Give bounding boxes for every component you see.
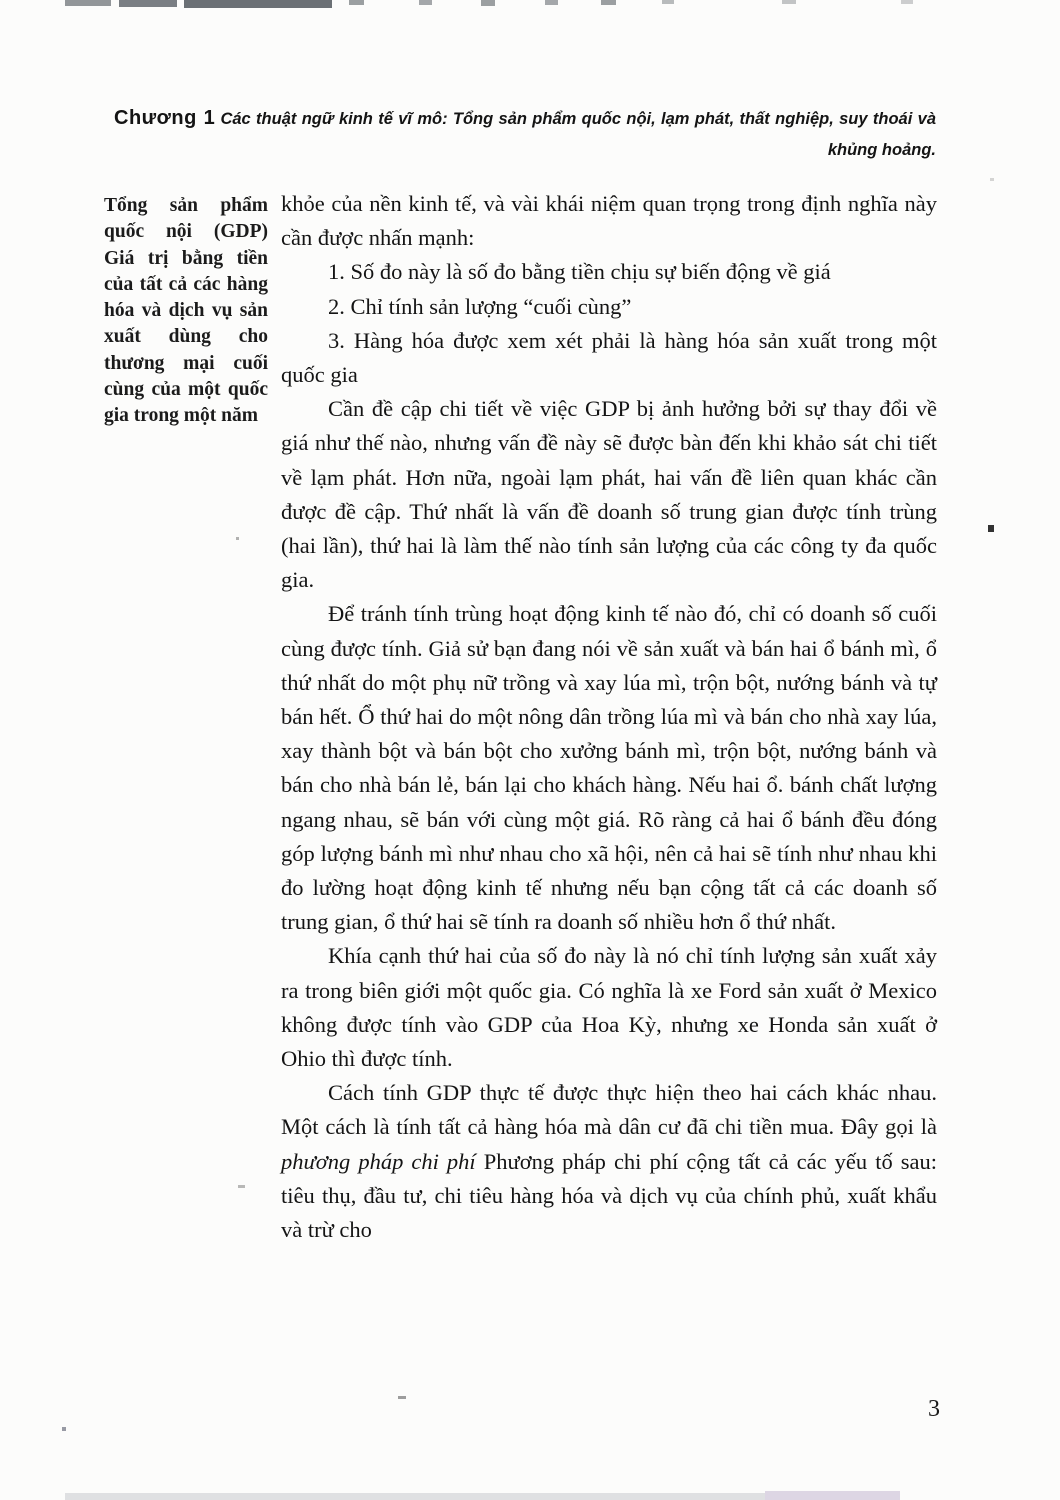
chapter-title-text: Các thuật ngữ kinh tế vĩ mô: Tổng sản phẩm quốc nội, lạm phát, thất nghiệp, suy thoái và [220, 110, 936, 128]
scan-artifact-top [481, 0, 495, 6]
chapter-header [114, 103, 936, 166]
paragraph-bread-example: Để tránh tính trùng hoạt động kinh tế nào đó, chỉ có doanh số cuối cùng được tính. Giả sử bạn đang nói về sản xuất và bán hai ổ bánh mì, ổ thứ nhất do một phụ nữ trồng và xay lúa mì, trộn bột, nướng bánh và tự bán hết. Ổ thứ hai do một nông dân trồng lúa mì và bán cho nhà xay lúa, xay thành bột và bán bột cho xưởng bánh mì, trộn bột, nướng bánh và bán cho nhà bán lẻ, bán lại cho khách hàng. Nếu hai ổ. bánh chất lượng ngang nhau, sẽ bán với cùng một giá. Rõ ràng cả hai ổ bánh đều đóng góp lượng bánh mì như nhau cho xã hội, nên cả hai sẽ tính như nhau khi đo lường hoạt động kinh tế nhưng nếu bạn cộng tất cả các doanh số trung gian, ổ thứ hai sẽ tính ra doanh số nhiều hơn ổ thứ nhất. [281, 601, 937, 935]
scan-artifact-top [419, 0, 432, 5]
list-item-3: 3. Hàng hóa được xem xét phải là hàng hóa sản xuất trong một quốc gia [281, 327, 937, 388]
scan-artifact-top [349, 0, 364, 5]
chapter-header-line1 [114, 103, 936, 135]
scan-artifact-top [901, 0, 913, 4]
paragraph-text: Cách tính GDP thực tế được thực hiện theo hai cách khác nhau. Một cách là tính tất cả hàng hóa mà dân cư đã chi tiền mua. Đây gọi là [281, 1080, 937, 1140]
scan-artifact-top [662, 0, 674, 4]
scan-artifact-top [184, 0, 332, 8]
scan-artifact-bottom [765, 1491, 900, 1500]
scan-artifact-top [119, 0, 177, 7]
italic-term-expenditure-method: phương pháp chi phí [281, 1148, 476, 1174]
scan-speck [238, 1185, 245, 1188]
scan-artifact-bottom [65, 1493, 765, 1500]
scan-artifact-top [782, 0, 796, 4]
chapter-header-line2: khủng hoảng. [827, 141, 936, 159]
scan-speck [398, 1396, 406, 1399]
glossary-term: Tổng sản phẩm quốc nội (GDP) [104, 195, 268, 243]
paragraph-continued: khỏe của nền kinh tế, và vài khái niệm quan trọng trong định nghĩa này cần được nhấn mạnh: [281, 191, 937, 251]
scan-speck [990, 178, 994, 181]
list-item-1: 1. Số đo này là số đo bằng tiền chịu sự biến động về giá [328, 259, 831, 285]
scan-artifact-top [545, 0, 558, 5]
paragraph-border-aspect: Khía cạnh thứ hai của số đo này là nó chỉ tính lượng sản xuất xảy ra trong biên giới một quốc gia. Có nghĩa là xe Ford sản xuất ở Mexico không được tính vào GDP của Hoa Kỳ, nhưng xe Honda sản xuất ở Ohio thì được tính. [281, 943, 937, 1072]
scan-speck [236, 537, 239, 540]
page-number: 3 [928, 1396, 940, 1422]
scan-artifact-top [65, 0, 111, 6]
scan-speck [62, 1427, 66, 1431]
glossary-definition: Giá trị bằng tiền của tất cả các hàng hóa và dịch vụ sản xuất dùng cho thương mại cuối cùng của một quốc gia trong một năm [104, 247, 268, 427]
margin-note-gdp-definition [104, 193, 268, 430]
paragraph-double-counting: Cần đề cập chi tiết về việc GDP bị ảnh hưởng bởi sự thay đổi về giá như thế nào, nhưng vấn đề này sẽ được bàn đến khi khảo sát chi tiết về lạm phát. Hơn nữa, ngoài lạm phát, hai vấn đề liên quan khác cần được đề cập. Thứ nhất là vấn đề doanh số trung gian được tính trùng (hai lần), thứ hai là làm thế nào tính sản lượng của các công ty đa quốc gia. [281, 396, 937, 593]
body-column [281, 187, 937, 1247]
scan-speck [988, 525, 994, 532]
paragraph-text: Phương pháp chi phí cộng tất cả các yếu tố sau: tiêu thụ, đầu tư, chi tiêu hàng hóa và dịch vụ của chính phủ, xuất khẩu và trừ cho [281, 1148, 937, 1243]
list-item-2: 2. Chỉ tính sản lượng “cuối cùng” [328, 293, 632, 319]
chapter-number-label: Chương 1 [114, 107, 216, 129]
paragraph-expenditure-method [281, 1076, 937, 1247]
scan-artifact-top [601, 0, 616, 5]
